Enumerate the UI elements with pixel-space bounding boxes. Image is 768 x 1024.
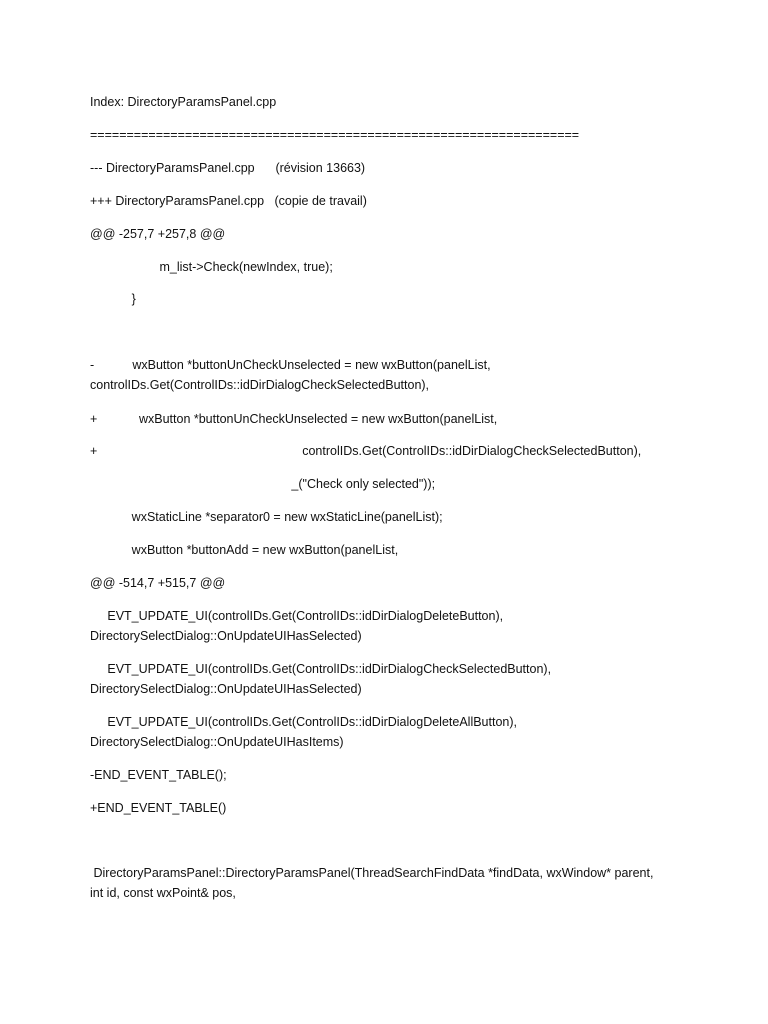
- removed-line: - wxButton *buttonUnCheckUnselected = new wxButton(panelList,: [90, 358, 491, 372]
- code-line: }: [90, 292, 136, 306]
- code-line-continuation: DirectorySelectDialog::OnUpdateUIHasSelected): [90, 629, 362, 643]
- code-line: EVT_UPDATE_UI(controlIDs.Get(ControlIDs::idDirDialogDeleteButton),: [90, 609, 504, 623]
- code-line: _("Check only selected"));: [90, 477, 436, 491]
- code-line: wxStaticLine *separator0 = new wxStaticLine(panelList);: [90, 510, 443, 524]
- code-line: EVT_UPDATE_UI(controlIDs.Get(ControlIDs::idDirDialogCheckSelectedButton),: [90, 662, 552, 676]
- added-line: + wxButton *buttonUnCheckUnselected = new wxButton(panelList,: [90, 412, 498, 426]
- removed-line-continuation: controlIDs.Get(ControlIDs::idDirDialogCheckSelectedButton),: [90, 378, 430, 392]
- diff-new-file-line: +++ DirectoryParamsPanel.cpp (copie de travail): [90, 194, 367, 208]
- diff-old-file-line: --- DirectoryParamsPanel.cpp (révision 13663): [90, 161, 366, 175]
- hunk-header-1: @@ -257,7 +257,8 @@: [90, 227, 226, 241]
- code-line: DirectoryParamsPanel::DirectoryParamsPanel(ThreadSearchFindData *findData, wxWindow* parent,: [90, 866, 654, 880]
- code-line: wxButton *buttonAdd = new wxButton(panelList,: [90, 543, 399, 557]
- code-line-continuation: int id, const wxPoint& pos,: [90, 886, 236, 900]
- code-line: m_list->Check(newIndex, true);: [90, 260, 333, 274]
- hunk-header-2: @@ -514,7 +515,7 @@: [90, 576, 226, 590]
- code-line-continuation: DirectorySelectDialog::OnUpdateUIHasItems): [90, 735, 344, 749]
- removed-line: -END_EVENT_TABLE();: [90, 768, 227, 782]
- added-line: +END_EVENT_TABLE(): [90, 801, 227, 815]
- index-line: Index: DirectoryParamsPanel.cpp: [90, 95, 277, 109]
- code-line-continuation: DirectorySelectDialog::OnUpdateUIHasSelected): [90, 682, 362, 696]
- added-line: + controlIDs.Get(ControlIDs::idDirDialogCheckSelectedButton),: [90, 444, 642, 458]
- code-line: EVT_UPDATE_UI(controlIDs.Get(ControlIDs::idDirDialogDeleteAllButton),: [90, 715, 517, 729]
- separator-line: ===================================================================: [90, 128, 580, 142]
